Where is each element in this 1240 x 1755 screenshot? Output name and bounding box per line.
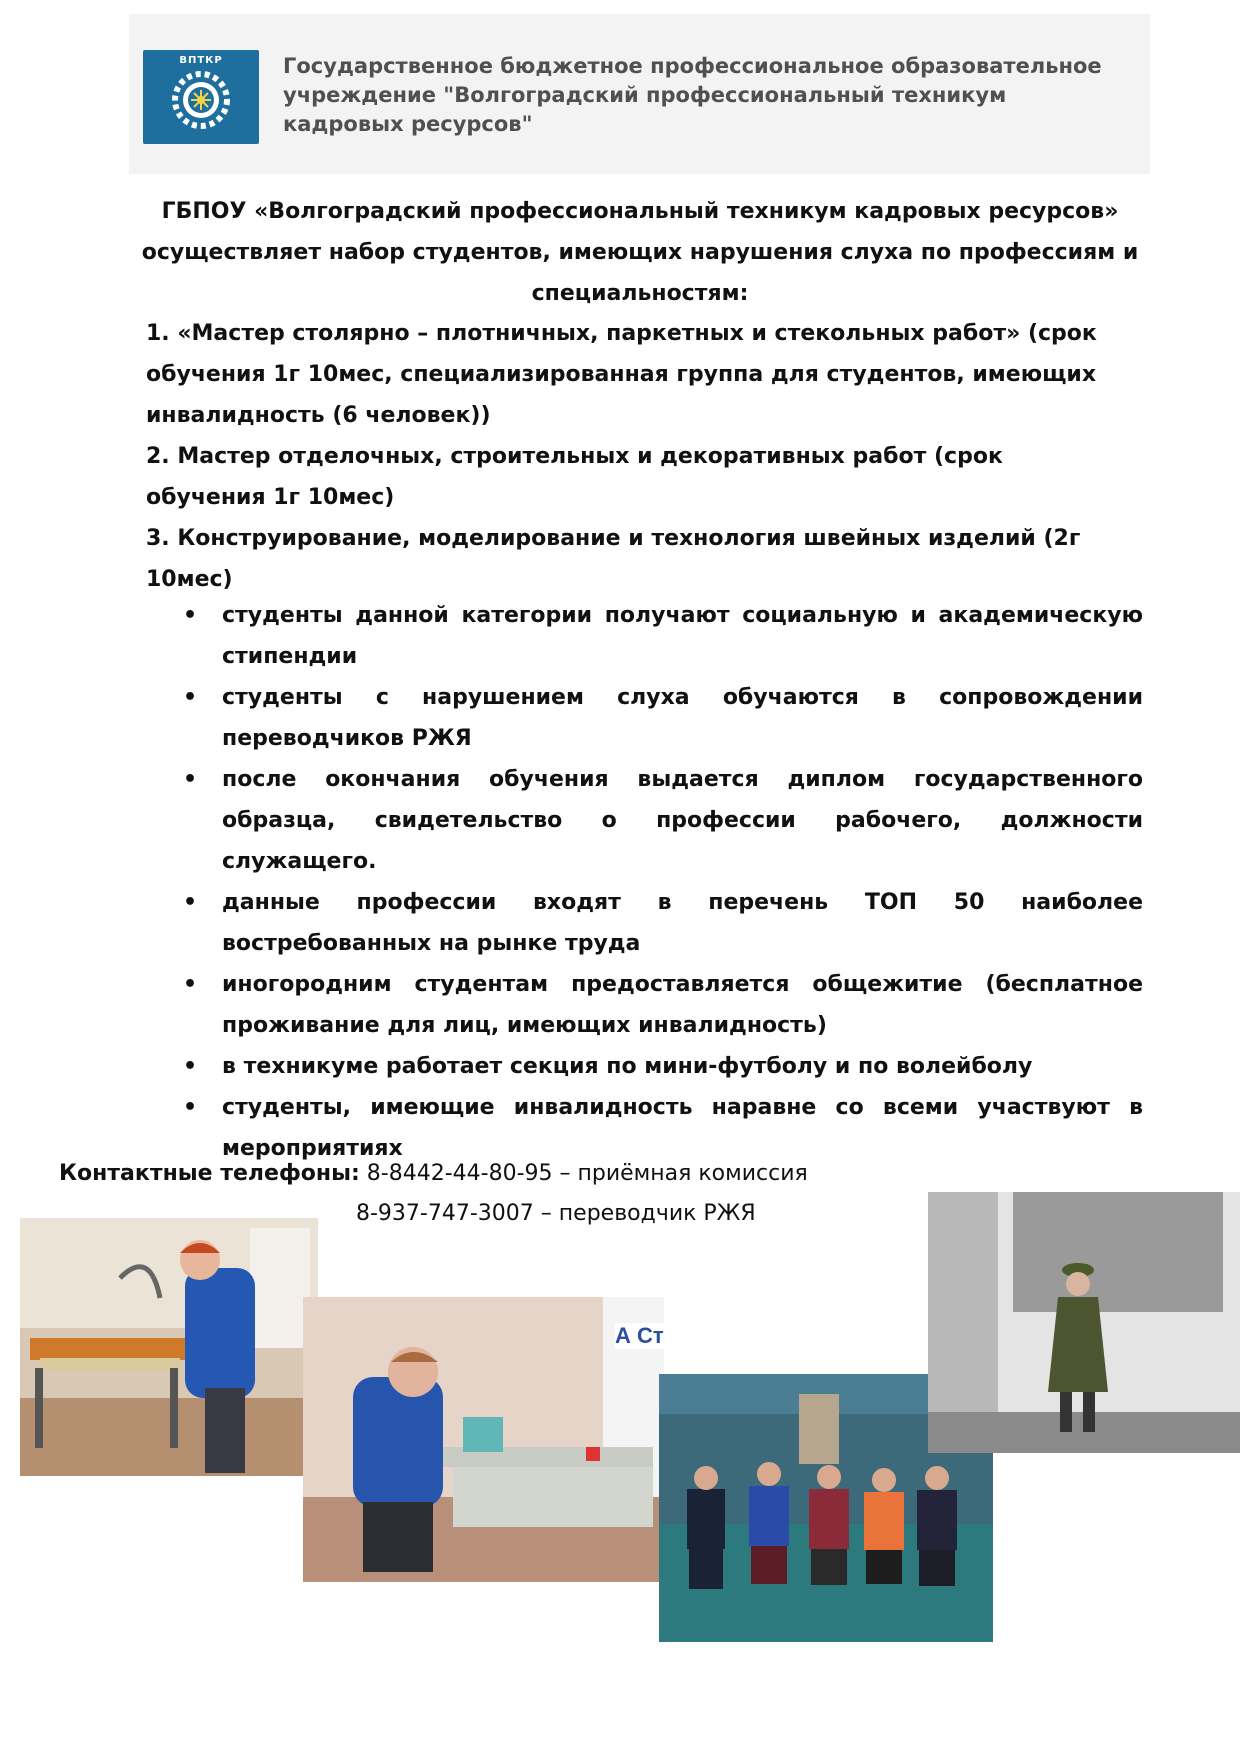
- header-banner: [129, 14, 1150, 174]
- phone-admissions: 8-8442-44-80-95 – приёмная комиссия: [366, 1161, 808, 1186]
- benefits-list: [183, 595, 1143, 1169]
- list-item: • иногородним студентам предоставляется общежитие (бесплатное проживание для лиц, имеющих инвалидность): [183, 964, 1143, 1046]
- institution-title: Государственное бюджетное профессиональное образовательное учреждение "Волгоградский профессиональный техникум кадровых ресурсов": [283, 54, 1102, 136]
- intro-line: осуществляет набор студентов, имеющих нарушения слуха по профессиям и: [141, 240, 1139, 265]
- college-logo: [143, 50, 259, 144]
- list-item: • студенты, имеющие инвалидность наравне со всеми участвуют в мероприятиях: [183, 1087, 1143, 1169]
- intro-text: [140, 191, 1140, 314]
- logo-text: ВПТКР: [179, 55, 223, 66]
- photo-woodworking: [20, 1218, 318, 1476]
- photo-stage: [928, 1192, 1240, 1453]
- gear-icon: [171, 70, 231, 130]
- program-1: 1. «Мастер столярно – плотничных, паркетных и стекольных работ» (срок обучения 1г 10мес, специализированная группа для студентов, имеющих инвалидность (6 человек)): [146, 321, 1097, 428]
- program-2: 2. Мастер отделочных, строительных и декоративных работ (срок обучения 1г 10мес): [146, 444, 1003, 510]
- intro-line: специальностям:: [531, 281, 749, 306]
- program-3: 3. Конструирование, моделирование и технология швейных изделий (2г 10мес): [146, 526, 1081, 592]
- list-item: • в техникуме работает секция по мини-футболу и по волейболу: [183, 1046, 1143, 1087]
- contacts-label: Контактные телефоны:: [59, 1161, 360, 1186]
- list-item: • данные профессии входят в перечень ТОП 50 наиболее востребованных на рынке труда: [183, 882, 1143, 964]
- list-item: • после окончания обучения выдается диплом государственного образца, свидетельство о профессии рабочего, должности служащего.: [183, 759, 1143, 882]
- contacts: [59, 1154, 808, 1194]
- intro-line: ГБПОУ «Волгоградский профессиональный техникум кадровых ресурсов»: [161, 199, 1119, 224]
- photo-workshop: [303, 1297, 664, 1582]
- phone-interpreter: 8-937-747-3007 – переводчик РЖЯ: [356, 1201, 756, 1226]
- list-item: • студенты данной категории получают социальную и академическую стипендии: [183, 595, 1143, 677]
- list-item: • студенты с нарушением слуха обучаются в сопровождении переводчиков РЖЯ: [183, 677, 1143, 759]
- photo2-sign: А Ст: [615, 1323, 664, 1348]
